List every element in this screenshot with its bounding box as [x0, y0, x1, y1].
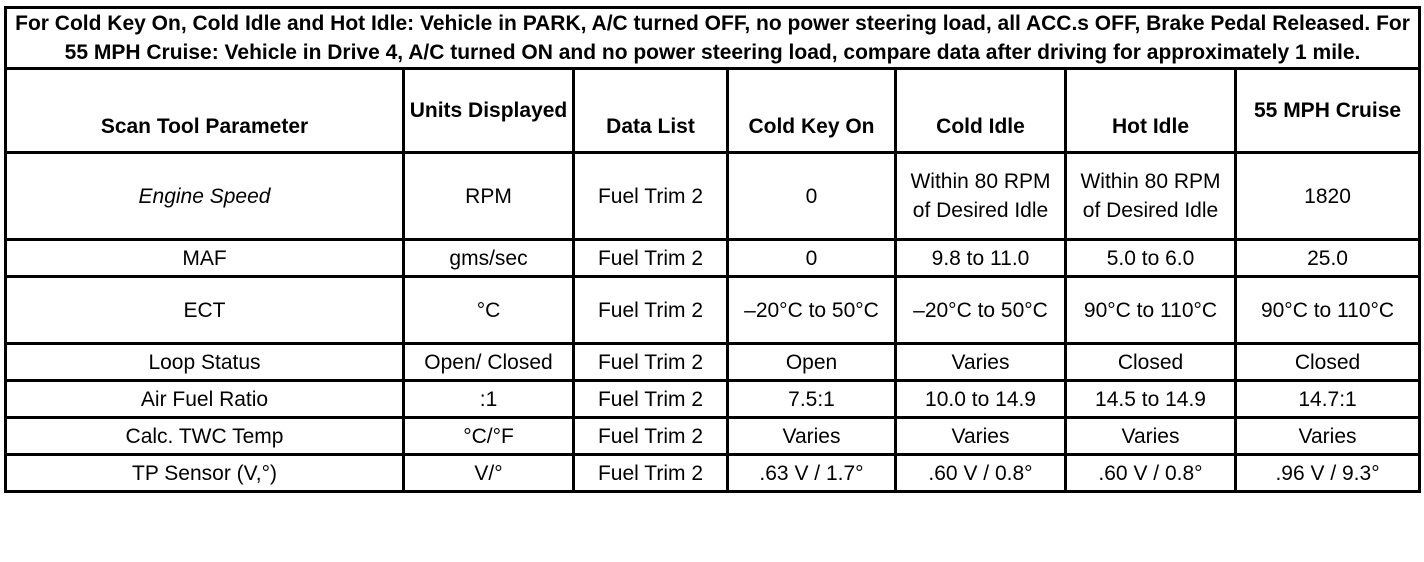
- table-row: [6, 455, 1420, 492]
- hot-idle-cell: 5.0 to 6.0: [1066, 240, 1236, 277]
- cruise-cell: Closed: [1236, 344, 1420, 381]
- table-row: [6, 418, 1420, 455]
- cold-key-on-cell: Varies: [728, 418, 896, 455]
- units-cell: Open/ Closed: [404, 344, 574, 381]
- cruise-cell: Varies: [1236, 418, 1420, 455]
- param-cell: TP Sensor (V,°): [6, 455, 404, 492]
- units-cell: RPM: [404, 153, 574, 240]
- hot-idle-cell: Closed: [1066, 344, 1236, 381]
- data-list-cell: Fuel Trim 2: [574, 153, 728, 240]
- units-cell: :1: [404, 381, 574, 418]
- param-cell: ECT: [6, 277, 404, 344]
- data-list-cell: Fuel Trim 2: [574, 277, 728, 344]
- header-parameter: Scan Tool Parameter: [6, 69, 404, 153]
- units-cell: °C/°F: [404, 418, 574, 455]
- hot-idle-cell: Varies: [1066, 418, 1236, 455]
- hot-idle-cell: 14.5 to 14.9: [1066, 381, 1236, 418]
- cold-key-on-cell: Open: [728, 344, 896, 381]
- test-conditions-banner: For Cold Key On, Cold Idle and Hot Idle: Vehicle in PARK, A/C turned OFF, no power steering load, all ACC.s OFF, Brake Pedal Released. For 55 MPH Cruise: Vehicle in Drive 4, A/C turned ON and no power steering load, compare data after driving for approximately 1 mile.: [6, 8, 1420, 69]
- header-units: Units Displayed: [404, 69, 574, 153]
- units-cell: V/°: [404, 455, 574, 492]
- header-cold-key-on: Cold Key On: [728, 69, 896, 153]
- hot-idle-cell: .60 V / 0.8°: [1066, 455, 1236, 492]
- header-data-list: Data List: [574, 69, 728, 153]
- cold-idle-cell: 10.0 to 14.9: [896, 381, 1066, 418]
- cold-idle-cell: –20°C to 50°C: [896, 277, 1066, 344]
- data-list-cell: Fuel Trim 2: [574, 455, 728, 492]
- header-cold-idle: Cold Idle: [896, 69, 1066, 153]
- cold-key-on-cell: –20°C to 50°C: [728, 277, 896, 344]
- data-list-cell: Fuel Trim 2: [574, 418, 728, 455]
- cruise-cell: 90°C to 110°C: [1236, 277, 1420, 344]
- hot-idle-cell: 90°C to 110°C: [1066, 277, 1236, 344]
- param-cell: Air Fuel Ratio: [6, 381, 404, 418]
- cold-idle-cell: Varies: [896, 344, 1066, 381]
- cold-idle-cell: Varies: [896, 418, 1066, 455]
- table-row: [6, 153, 1420, 240]
- table-row: [6, 240, 1420, 277]
- param-cell: Loop Status: [6, 344, 404, 381]
- cold-key-on-cell: 0: [728, 153, 896, 240]
- cold-idle-cell: .60 V / 0.8°: [896, 455, 1066, 492]
- data-list-cell: Fuel Trim 2: [574, 240, 728, 277]
- cold-idle-cell: Within 80 RPM of Desired Idle: [896, 153, 1066, 240]
- data-list-cell: Fuel Trim 2: [574, 344, 728, 381]
- table-row: [6, 344, 1420, 381]
- cold-key-on-cell: .63 V / 1.7°: [728, 455, 896, 492]
- data-list-cell: Fuel Trim 2: [574, 381, 728, 418]
- units-cell: gms/sec: [404, 240, 574, 277]
- header-hot-idle: Hot Idle: [1066, 69, 1236, 153]
- header-55-mph-cruise: 55 MPH Cruise: [1236, 69, 1420, 153]
- param-cell: Engine Speed: [6, 153, 404, 240]
- cruise-cell: 14.7:1: [1236, 381, 1420, 418]
- units-cell: °C: [404, 277, 574, 344]
- spec-table-wrapper: [4, 6, 1418, 493]
- banner-row: [6, 8, 1420, 69]
- header-row: [6, 69, 1420, 153]
- hot-idle-cell: Within 80 RPM of Desired Idle: [1066, 153, 1236, 240]
- cruise-cell: 1820: [1236, 153, 1420, 240]
- table-row: [6, 277, 1420, 344]
- cold-key-on-cell: 0: [728, 240, 896, 277]
- cold-idle-cell: 9.8 to 11.0: [896, 240, 1066, 277]
- cold-key-on-cell: 7.5:1: [728, 381, 896, 418]
- cruise-cell: .96 V / 9.3°: [1236, 455, 1420, 492]
- param-cell: MAF: [6, 240, 404, 277]
- scan-tool-data-table: [4, 6, 1421, 493]
- table-row: [6, 381, 1420, 418]
- cruise-cell: 25.0: [1236, 240, 1420, 277]
- param-cell: Calc. TWC Temp: [6, 418, 404, 455]
